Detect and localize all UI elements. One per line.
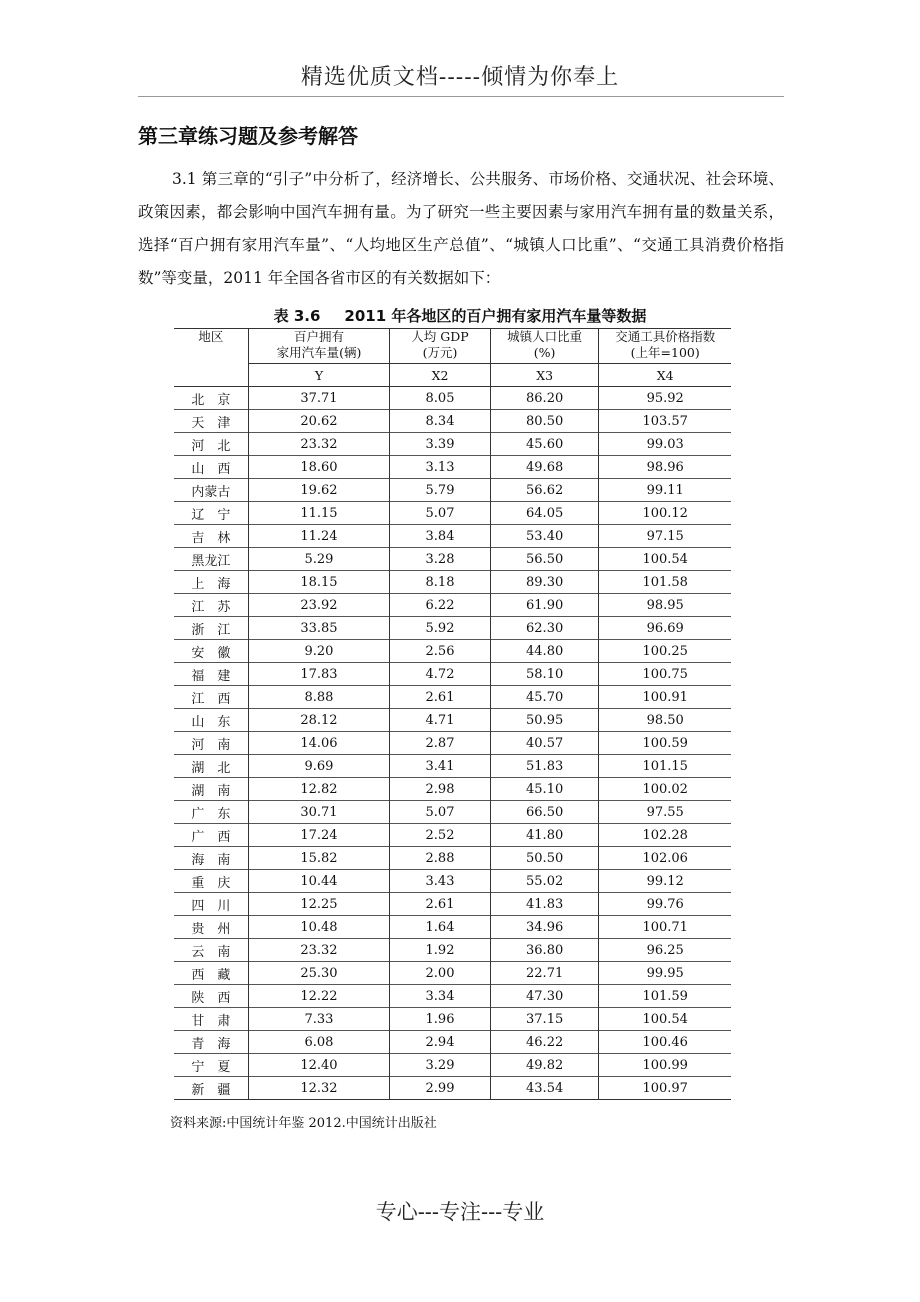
- table-row: [174, 709, 731, 732]
- question-paragraph: 3.1 第三章的“引子”中分析了，经济增长、公共服务、市场价格、交通状况、社会环境、政策因素，都会影响中国汽车拥有量。为了研究一些主要因素与家用汽车拥有量的数量关系，选择“百户拥有家用汽车量”、“人均地区生产总值”、“城镇人口比重”、“交通工具消费价格指数”等变量，2011 年全国各省市区的有关数据如下：: [138, 170, 784, 287]
- cell-y: 17.83: [248, 663, 389, 686]
- cell-y: 7.33: [248, 1008, 389, 1031]
- cell-x3: 49.82: [490, 1054, 599, 1077]
- table-row: [174, 433, 731, 456]
- table-row: [174, 479, 731, 502]
- cell-x2: 3.41: [390, 755, 491, 778]
- cell-y: 12.22: [248, 985, 389, 1008]
- page-footer: 专心---专注---专业: [375, 1200, 545, 1224]
- cell-x2: 5.07: [390, 502, 491, 525]
- cell-x3: 47.30: [490, 985, 599, 1008]
- cell-x2: 3.34: [390, 985, 491, 1008]
- cell-x2: 2.99: [390, 1077, 491, 1100]
- table-row: [174, 663, 731, 686]
- cell-x4: 99.11: [599, 479, 731, 502]
- cell-x2: 8.05: [390, 387, 491, 410]
- table-row: [174, 502, 731, 525]
- cell-x2: 2.56: [390, 640, 491, 663]
- code-x3: X3: [490, 364, 599, 387]
- table-row: [174, 962, 731, 985]
- cell-x3: 36.80: [490, 939, 599, 962]
- cell-x4: 100.91: [599, 686, 731, 709]
- cell-x4: 101.58: [599, 571, 731, 594]
- cell-y: 10.44: [248, 870, 389, 893]
- cell-region: 湖 南: [174, 778, 248, 801]
- table-row: [174, 571, 731, 594]
- cell-x4: 100.02: [599, 778, 731, 801]
- cell-region: 河 北: [174, 433, 248, 456]
- cell-x3: 80.50: [490, 410, 599, 433]
- cell-x4: 99.76: [599, 893, 731, 916]
- cell-y: 10.48: [248, 916, 389, 939]
- cell-y: 11.15: [248, 502, 389, 525]
- cell-x2: 2.52: [390, 824, 491, 847]
- cell-x3: 86.20: [490, 387, 599, 410]
- cell-x2: 2.00: [390, 962, 491, 985]
- table-row: [174, 801, 731, 824]
- cell-x3: 61.90: [490, 594, 599, 617]
- cell-x4: 101.59: [599, 985, 731, 1008]
- cell-x4: 101.15: [599, 755, 731, 778]
- header-divider: [138, 96, 784, 97]
- cell-x3: 66.50: [490, 801, 599, 824]
- cell-region: 贵 州: [174, 916, 248, 939]
- code-x4: X4: [599, 364, 731, 387]
- cell-y: 5.29: [248, 548, 389, 571]
- table-row: [174, 640, 731, 663]
- cell-x4: 99.95: [599, 962, 731, 985]
- cell-region: 宁 夏: [174, 1054, 248, 1077]
- cell-y: 25.30: [248, 962, 389, 985]
- table-row: [174, 525, 731, 548]
- cell-x3: 55.02: [490, 870, 599, 893]
- table-code-row: [174, 364, 731, 387]
- cell-x3: 58.10: [490, 663, 599, 686]
- table-number: 表 3.6: [273, 307, 321, 325]
- cell-x3: 50.95: [490, 709, 599, 732]
- cell-x2: 3.28: [390, 548, 491, 571]
- cell-x3: 50.50: [490, 847, 599, 870]
- cell-x2: 2.94: [390, 1031, 491, 1054]
- table-row: [174, 1031, 731, 1054]
- cell-y: 18.60: [248, 456, 389, 479]
- cell-y: 9.69: [248, 755, 389, 778]
- cell-region: 河 南: [174, 732, 248, 755]
- cell-y: 23.32: [248, 433, 389, 456]
- cell-x2: 2.61: [390, 893, 491, 916]
- code-y: Y: [248, 364, 389, 387]
- cell-x4: 99.12: [599, 870, 731, 893]
- cell-region: 上 海: [174, 571, 248, 594]
- cell-y: 6.08: [248, 1031, 389, 1054]
- table-caption: [0, 305, 920, 326]
- cell-x2: 3.84: [390, 525, 491, 548]
- table-row: [174, 1054, 731, 1077]
- cell-region: 江 西: [174, 686, 248, 709]
- table-row: [174, 1077, 731, 1100]
- table-row: [174, 778, 731, 801]
- cell-y: 17.24: [248, 824, 389, 847]
- cell-region: 四 川: [174, 893, 248, 916]
- cell-x4: 100.46: [599, 1031, 731, 1054]
- cell-y: 20.62: [248, 410, 389, 433]
- cell-x2: 5.92: [390, 617, 491, 640]
- cell-x4: 100.75: [599, 663, 731, 686]
- cell-x2: 1.96: [390, 1008, 491, 1031]
- cell-x4: 99.03: [599, 433, 731, 456]
- cell-x2: 8.34: [390, 410, 491, 433]
- table-header-row: [174, 329, 731, 364]
- cell-x2: 6.22: [390, 594, 491, 617]
- cell-x4: 100.59: [599, 732, 731, 755]
- cell-x2: 2.61: [390, 686, 491, 709]
- cell-region: 广 东: [174, 801, 248, 824]
- table-row: [174, 594, 731, 617]
- cell-x3: 40.57: [490, 732, 599, 755]
- cell-x3: 56.50: [490, 548, 599, 571]
- cell-region: 西 藏: [174, 962, 248, 985]
- cell-x4: 102.06: [599, 847, 731, 870]
- data-source-note: 资料来源:中国统计年鉴 2012.中国统计出版社: [170, 1116, 437, 1131]
- header-region: 地区: [174, 329, 248, 387]
- cell-x4: 100.71: [599, 916, 731, 939]
- cell-region: 内蒙古: [174, 479, 248, 502]
- cell-x3: 49.68: [490, 456, 599, 479]
- cell-y: 12.25: [248, 893, 389, 916]
- cell-x4: 98.95: [599, 594, 731, 617]
- cell-y: 12.32: [248, 1077, 389, 1100]
- table-row: [174, 847, 731, 870]
- table-row: [174, 939, 731, 962]
- cell-y: 9.20: [248, 640, 389, 663]
- cell-x2: 5.79: [390, 479, 491, 502]
- cell-x2: 3.39: [390, 433, 491, 456]
- cell-x3: 51.83: [490, 755, 599, 778]
- cell-region: 吉 林: [174, 525, 248, 548]
- header-x3: 城镇人口比重 (%): [490, 329, 599, 364]
- table-row: [174, 686, 731, 709]
- cell-x2: 3.43: [390, 870, 491, 893]
- cell-y: 11.24: [248, 525, 389, 548]
- cell-region: 江 苏: [174, 594, 248, 617]
- cell-region: 山 西: [174, 456, 248, 479]
- cell-y: 8.88: [248, 686, 389, 709]
- cell-y: 14.06: [248, 732, 389, 755]
- cell-x4: 96.69: [599, 617, 731, 640]
- cell-x2: 2.87: [390, 732, 491, 755]
- cell-region: 北 京: [174, 387, 248, 410]
- cell-x3: 45.60: [490, 433, 599, 456]
- cell-x3: 37.15: [490, 1008, 599, 1031]
- cell-x2: 3.13: [390, 456, 491, 479]
- cell-region: 天 津: [174, 410, 248, 433]
- cell-y: 12.82: [248, 778, 389, 801]
- cell-region: 福 建: [174, 663, 248, 686]
- cell-y: 23.92: [248, 594, 389, 617]
- code-x2: X2: [390, 364, 491, 387]
- table-row: [174, 617, 731, 640]
- table-row: [174, 732, 731, 755]
- cell-x3: 34.96: [490, 916, 599, 939]
- cell-x2: 1.64: [390, 916, 491, 939]
- cell-region: 陕 西: [174, 985, 248, 1008]
- cell-x2: 4.71: [390, 709, 491, 732]
- cell-x3: 64.05: [490, 502, 599, 525]
- data-table: [174, 328, 731, 1100]
- cell-x2: 2.98: [390, 778, 491, 801]
- table-row: [174, 916, 731, 939]
- cell-region: 青 海: [174, 1031, 248, 1054]
- table-row: [174, 410, 731, 433]
- cell-x4: 96.25: [599, 939, 731, 962]
- cell-y: 12.40: [248, 1054, 389, 1077]
- header-x2: 人均 GDP (万元): [390, 329, 491, 364]
- cell-x4: 97.55: [599, 801, 731, 824]
- cell-x3: 56.62: [490, 479, 599, 502]
- cell-x4: 100.99: [599, 1054, 731, 1077]
- cell-x4: 100.12: [599, 502, 731, 525]
- table-row: [174, 893, 731, 916]
- cell-x2: 8.18: [390, 571, 491, 594]
- cell-x4: 95.92: [599, 387, 731, 410]
- cell-region: 新 疆: [174, 1077, 248, 1100]
- table-row: [174, 985, 731, 1008]
- cell-x3: 41.83: [490, 893, 599, 916]
- table-body: [174, 387, 731, 1100]
- cell-x4: 103.57: [599, 410, 731, 433]
- page-header: 精选优质文档-----倾情为你奉上: [300, 65, 620, 90]
- cell-x3: 53.40: [490, 525, 599, 548]
- cell-y: 19.62: [248, 479, 389, 502]
- cell-region: 辽 宁: [174, 502, 248, 525]
- table-row: [174, 456, 731, 479]
- cell-x3: 89.30: [490, 571, 599, 594]
- cell-x3: 62.30: [490, 617, 599, 640]
- cell-x4: 100.54: [599, 548, 731, 571]
- cell-x4: 97.15: [599, 525, 731, 548]
- cell-x3: 46.22: [490, 1031, 599, 1054]
- cell-x3: 45.10: [490, 778, 599, 801]
- header-x4: 交通工具价格指数 (上年=100): [599, 329, 731, 364]
- table-row: [174, 1008, 731, 1031]
- cell-x2: 3.29: [390, 1054, 491, 1077]
- cell-y: 33.85: [248, 617, 389, 640]
- header-y: 百户拥有 家用汽车量(辆): [248, 329, 389, 364]
- cell-x2: 1.92: [390, 939, 491, 962]
- cell-x3: 41.80: [490, 824, 599, 847]
- cell-x3: 22.71: [490, 962, 599, 985]
- cell-x4: 98.96: [599, 456, 731, 479]
- cell-y: 28.12: [248, 709, 389, 732]
- cell-x3: 44.80: [490, 640, 599, 663]
- cell-region: 山 东: [174, 709, 248, 732]
- cell-x4: 100.97: [599, 1077, 731, 1100]
- cell-region: 甘 肃: [174, 1008, 248, 1031]
- table-row: [174, 824, 731, 847]
- table-row: [174, 755, 731, 778]
- table-row: [174, 387, 731, 410]
- cell-region: 云 南: [174, 939, 248, 962]
- table-row: [174, 870, 731, 893]
- cell-region: 重 庆: [174, 870, 248, 893]
- cell-x3: 43.54: [490, 1077, 599, 1100]
- cell-x2: 2.88: [390, 847, 491, 870]
- cell-x4: 100.54: [599, 1008, 731, 1031]
- table-row: [174, 548, 731, 571]
- cell-region: 海 南: [174, 847, 248, 870]
- table-title: 2011 年各地区的百户拥有家用汽车量等数据: [344, 307, 647, 325]
- cell-region: 黑龙江: [174, 548, 248, 571]
- cell-x4: 100.25: [599, 640, 731, 663]
- cell-y: 37.71: [248, 387, 389, 410]
- cell-region: 广 西: [174, 824, 248, 847]
- cell-y: 30.71: [248, 801, 389, 824]
- cell-region: 湖 北: [174, 755, 248, 778]
- cell-region: 安 徽: [174, 640, 248, 663]
- cell-x4: 98.50: [599, 709, 731, 732]
- cell-y: 23.32: [248, 939, 389, 962]
- cell-x2: 4.72: [390, 663, 491, 686]
- cell-region: 浙 江: [174, 617, 248, 640]
- cell-x2: 5.07: [390, 801, 491, 824]
- chapter-title: 第三章练习题及参考解答: [138, 124, 358, 148]
- cell-y: 15.82: [248, 847, 389, 870]
- cell-x3: 45.70: [490, 686, 599, 709]
- cell-x4: 102.28: [599, 824, 731, 847]
- cell-y: 18.15: [248, 571, 389, 594]
